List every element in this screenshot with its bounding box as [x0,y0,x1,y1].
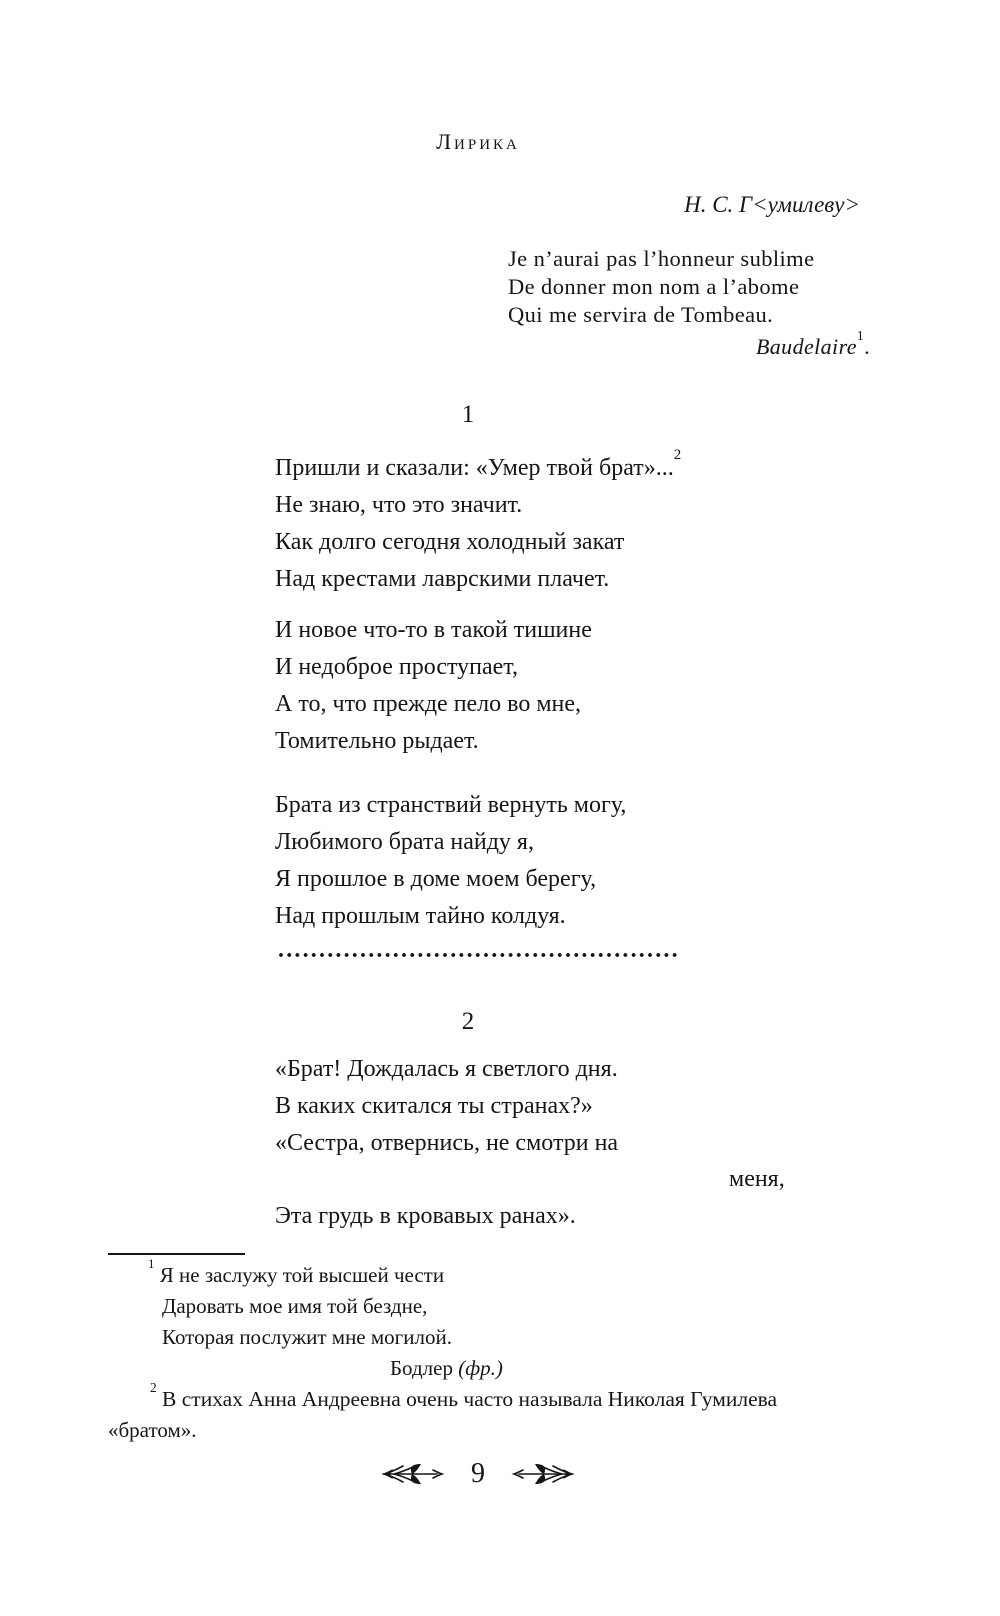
footnote-text: В стихах Анна Андреевна очень часто называла Николая Гумилева [162,1387,778,1411]
epigraph-line: Je n’aurai pas l’honneur sublime [508,246,815,271]
footnote-1-line [148,1256,908,1291]
footnote-1-line: Которая послужит мне могилой. [162,1325,452,1349]
page-number-row [0,1458,956,1490]
footnote-1-line: Даровать мое имя той бездне, [162,1294,428,1318]
poem-line: И недоброе проступает, [275,654,518,680]
footnote-marker: 2 [150,1379,157,1395]
stanza-2 [275,612,835,760]
fleuron-left-icon [381,1463,445,1485]
epigraph [508,245,870,361]
stanza-4 [275,1051,835,1235]
poem-line: «Брат! Дождалась я светлого дня. [275,1056,618,1082]
footnote-separator-rule [108,1253,245,1255]
poem-line: А то, что прежде пело во мне, [275,691,582,717]
poem-line: Над прошлым тайно колдуя. [275,903,566,929]
footnote-text: Я не заслужу той высшей чести [159,1263,445,1287]
poem-line: «Сестра, отвернись, не смотри на [275,1129,619,1156]
ellipsis-line: ................................................. [278,937,680,963]
footnote-reference: 2 [673,447,682,464]
epigraph-attribution-period: . [864,334,870,359]
section-number-1: 1 [461,401,475,428]
poem-line: Над крестами лаврскими плачет. [275,566,610,592]
fleuron-right-icon [511,1463,575,1485]
poem-line: Брата из странствий вернуть могу, [275,792,627,818]
footnote-2-line: «братом». [108,1418,197,1442]
stanza-3 [275,787,835,935]
poem-line: И новое что-то в такой тишине [275,617,592,643]
poem-line: В каких скитался ты странах?» [275,1092,593,1119]
epigraph-attribution-name: Baudelaire [755,334,857,359]
footnote-attribution-name: Бодлер [390,1356,453,1380]
epigraph-line: Qui me servira de Tombeau. [508,302,774,327]
footnote-2-line [150,1379,908,1415]
epigraph-attribution [508,327,870,361]
dedication: Н. С. Г<умилеву> [684,192,860,217]
footnote-reference: 1 [856,327,865,343]
footnote-marker: 1 [148,1256,155,1272]
running-head: Лирика [436,129,520,154]
footnote-attribution-lang: (фр.) [458,1356,503,1380]
poem-line: Эта грудь в кровавых ранах». [275,1203,576,1230]
poem-line: Как долго сегодня холодный закат [275,529,625,555]
poem-line-wrapped: меня, [729,1166,785,1193]
poem-line-text: Пришли и сказали: «Умер твой брат»... [275,455,674,481]
footnotes [108,1256,908,1446]
section-number-2: 2 [461,1008,475,1035]
page-number: 9 [471,1458,485,1489]
footnote-1-attribution [390,1353,908,1384]
epigraph-line: De donner mon nom a l’abome [508,274,800,299]
poem-line: Не знаю, что это значит. [275,492,523,518]
poem-line: Томительно рыдает. [275,728,479,754]
poem-line [275,447,835,487]
poem-line: Любимого брата найду я, [275,829,534,855]
poem-line: Я прошлое в доме моем берегу, [275,866,597,892]
stanza-1 [275,447,835,598]
